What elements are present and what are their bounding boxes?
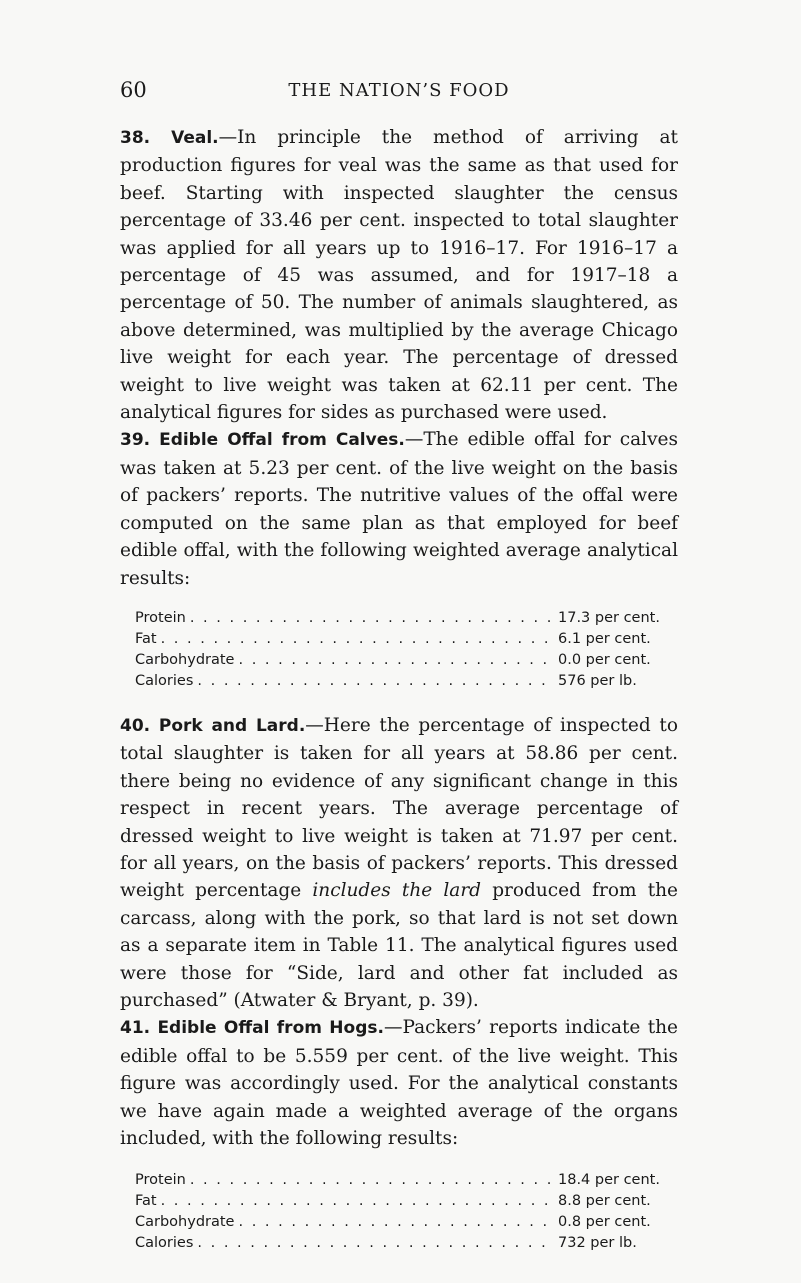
row-label: Carbohydrate [135,1214,235,1231]
table-row [135,1233,670,1254]
body-text [120,124,678,1268]
section-heading: Edible Offal from Hogs. [157,1018,384,1039]
row-label: Fat [135,630,157,647]
calf-offal-table [135,608,670,692]
section-number: 41. [120,1018,151,1039]
row-label: Fat [135,1193,157,1210]
dot-leader [238,650,554,671]
paragraph-text: —Here the percentage of inspected to total slaughter is taken for all years at 58.86 per cent. there being no evidence of any significant change in this respect in recent years. The average percentage of dressed weight to live weight is taken at 71.97 per cent. for all years, on the basis of packers’ reports. This dressed weight percentage [120,714,678,902]
page-header [120,78,678,108]
dot-leader [190,608,554,629]
table-row [135,1212,670,1233]
row-value: 732 per lb. [558,1235,637,1252]
row-label: Calories [135,672,194,689]
row-label: Calories [135,1235,194,1252]
row-value: 0.0 per cent. [558,651,651,668]
table-row [135,629,670,650]
row-value: 8.8 per cent. [558,1193,651,1210]
dot-leader [197,671,554,692]
table-row [135,1170,670,1191]
section-number: 40. [120,715,151,736]
dot-leader [190,1170,554,1191]
table-row [135,671,670,692]
table-row [135,1191,670,1212]
dot-leader [238,1212,554,1233]
section-number: 38. [120,128,151,148]
dot-leader [161,629,554,650]
table-row [135,650,670,671]
paragraph-veal [120,124,678,426]
row-label: Protein [135,1172,186,1189]
paragraph-text: —The edible offal for calves was taken at 5.23 per cent. of the live weight on the basis of packers’ reports. The nutritive values of the offal were computed on the same plan as that employed for beef edible offal, with the following weighted average analytical results: [120,429,678,589]
section-number: 39. [120,430,151,451]
section-heading: Edible Offal from Calves. [159,430,405,451]
row-value: 0.8 per cent. [558,1214,651,1231]
row-label: Carbohydrate [135,651,235,668]
dot-leader [197,1233,554,1254]
paragraph-pork-lard [120,712,678,1014]
section-heading: Pork and Lard. [158,715,306,736]
dot-leader [161,1191,554,1212]
running-head: THE NATION’S FOOD [288,80,510,101]
paragraph-text: —Packers’ reports indicate the edible offal to be 5.559 per cent. of the live weight. This figure was accordingly used. For the analytical constants we have again made a weighted average of the organs included, with the following results: [120,1017,678,1149]
paragraph-text: —In principle the method of arriving at production figures for veal was the same as that used for beef. Starting with inspected slaughter the census percentage of 33.46 per cent. inspected to total slaughter was applied for all years up to 1916–17. For 1916–17 a percentage of 45 was assumed, and for 1917–18 a percentage of 50. The number of animals slaughtered, as above determined, was multiplied by the average Chicago live weight for each year. The percentage of dressed weight to live weight was taken at 62.11 per cent. The analytical figures for sides as purchased were used. [120,127,678,424]
table-row [135,608,670,629]
row-value: 576 per lb. [558,672,637,689]
section-heading: Veal. [171,128,219,148]
paragraph-calf-offal [120,426,678,591]
row-value: 17.3 per cent. [558,609,660,626]
hog-offal-table [135,1170,670,1254]
row-value: 18.4 per cent. [558,1172,660,1189]
page-number: 60 [120,78,147,102]
paragraph-hog-offal [120,1014,678,1152]
emphasis-text: includes the lard [312,880,482,902]
row-label: Protein [135,609,186,626]
row-value: 6.1 per cent. [558,630,651,647]
paragraph-text: produced from the carcass, along with the pork, so that lard is not set down as a separate item in Table 11. The analytical figures used were those for “Side, lard and other fat included as purchased” (Atwater & Bryant, p. 39). [120,880,678,1011]
